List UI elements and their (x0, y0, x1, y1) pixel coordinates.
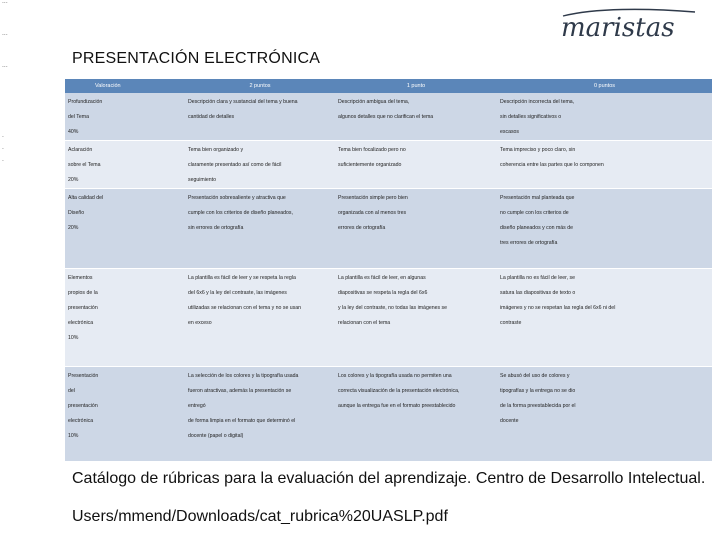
cell-line: La selección de los colores y la tipografía usada (188, 373, 299, 379)
cell-line: relacionan con el tema (338, 320, 391, 326)
cell-line: La plantilla no es fácil de leer, se (500, 275, 575, 281)
rubric-row (65, 269, 712, 367)
rubric-table (65, 79, 712, 462)
zero-points-cell (497, 269, 712, 367)
cell-line: Los colores y la tipografía usada no permiten una (338, 373, 452, 379)
cell-line: Tema bien organizado y (188, 147, 244, 153)
cell-line: de forma limpia en el formato que determinó el (188, 418, 296, 424)
cell-line: claramente presentado así como de fácil (188, 162, 282, 168)
two-points-cell (185, 269, 335, 367)
one-point-cell (335, 269, 497, 367)
cell-line: del 6x6 y la ley del contraste, las imágenes (188, 290, 287, 296)
cell-line: presentación (68, 305, 98, 311)
one-point-cell (335, 93, 497, 141)
cell-line: organizada con al menos tres (338, 210, 407, 216)
cell-line: diapositivas se respeta la regla del 6x6 (338, 290, 428, 296)
cell-line: cumple con los criterios de diseño planeados, (188, 210, 293, 216)
source-caption: Catálogo de rúbricas para la evaluación del aprendizaje. Centro de Desarrollo Intelectual. Users/mmend/Downloads/cat_rubrica%20UASLP.pdf (72, 470, 706, 525)
zero-points-cell (497, 93, 712, 141)
cell-line: 20% (68, 177, 79, 183)
cell-line: Alta calidad del (68, 195, 104, 201)
cell-line: Descripción incorrecta del tema, (500, 99, 575, 105)
two-points-cell (185, 189, 335, 269)
cell-line: del Tema (68, 114, 89, 120)
cell-line: Descripción ambigua del tema, (338, 99, 410, 105)
cell-line: 20% (68, 225, 79, 231)
zero-points-cell (497, 189, 712, 269)
rubric-row (65, 367, 712, 462)
cell-line: sin errores de ortografía (188, 225, 244, 231)
cell-line: docente (500, 418, 519, 424)
cell-line: coherencia entre las partes que lo componen (500, 162, 604, 168)
cell-line: entregó (188, 403, 206, 409)
cell-line: docente (papel o digital) (188, 433, 244, 439)
logo-text: maristas (561, 13, 675, 43)
header-2-puntos: 2 puntos (185, 79, 335, 93)
cell-line: satura las diapositivas de texto o (500, 290, 576, 296)
rubric-row (65, 189, 712, 269)
cell-line: de la forma preestablecida por el (500, 403, 576, 409)
rubric-header-row (65, 79, 712, 93)
cell-line: 10% (68, 335, 79, 341)
cell-line: fueron atractivas, además la presentación se (188, 388, 292, 394)
cell-line: en exceso (188, 320, 212, 326)
cell-line: Descripción clara y sustancial del tema y buena (188, 99, 298, 105)
one-point-cell (335, 189, 497, 269)
cell-line: Tema bien focalizado pero no (338, 147, 406, 153)
cell-line: La plantilla es fácil de leer y se respeta la regla (188, 275, 296, 281)
cell-line: propios de la (68, 290, 98, 296)
cell-line: aunque la entrega fue en el formato preestablecido (338, 403, 456, 409)
cell-line: errores de ortografía (338, 225, 386, 231)
cell-line: algunos detalles que no clarifican el tema (338, 114, 434, 120)
cell-line: correcta visualización de la presentación electrónica, (338, 388, 460, 394)
cell-line: no cumple con los criterios de (500, 210, 569, 216)
cell-line: y la ley del contraste, no todas las imágenes se (338, 305, 447, 311)
cell-line: del (68, 388, 75, 394)
cell-line: Presentación mal planteada que (500, 195, 575, 201)
cell-line: escasos (500, 129, 520, 135)
criterion-cell (65, 93, 185, 141)
cell-line: electrónica (68, 418, 94, 424)
cell-line: Presentación (68, 373, 99, 379)
cell-line: Tema impreciso y poco claro, sin (500, 147, 576, 153)
two-points-cell (185, 367, 335, 462)
cell-line: tres errores de ortografía (500, 240, 558, 246)
cell-line: utilizadas se relacionan con el tema y no se usan (188, 305, 302, 311)
cell-line: presentación (68, 403, 98, 409)
header-1-punto: 1 punto (335, 79, 497, 93)
header-valoracion: Valoración (65, 79, 185, 93)
maristas-logo (555, 6, 705, 46)
two-points-cell (185, 141, 335, 189)
zero-points-cell (497, 367, 712, 462)
cell-line: cantidad de detalles (188, 114, 235, 120)
cell-line: diseño planeados y con más de (500, 225, 573, 231)
cell-line: Diseño (68, 210, 85, 216)
criterion-cell (65, 269, 185, 367)
cell-line: Profundización (68, 99, 103, 105)
cell-line: Se abusó del uso de colores y (500, 373, 570, 379)
cell-line: sobre el Tema (68, 162, 101, 168)
cell-line: Elementos (68, 275, 93, 281)
slide-title: PRESENTACIÓN ELECTRÓNICA (72, 50, 321, 67)
one-point-cell (335, 367, 497, 462)
cell-line: Presentación simple pero bien (338, 195, 408, 201)
cell-line: La plantilla es fácil de leer, en algunas (338, 275, 426, 281)
cell-line: tipografías y la entrega no se dio (500, 388, 576, 394)
header-0-puntos: 0 puntos (497, 79, 712, 93)
criterion-cell (65, 189, 185, 269)
cell-line: contraste (500, 320, 522, 326)
one-point-cell (335, 141, 497, 189)
rubric-row (65, 93, 712, 141)
cell-line: 40% (68, 129, 79, 135)
cell-line: suficientemente organizado (338, 162, 402, 168)
slide-edge-marks: ··· ··· ··· · · · (2, 0, 8, 165)
two-points-cell (185, 93, 335, 141)
cell-line: Presentación sobresaliente y atractiva que (188, 195, 286, 201)
cell-line: electrónica (68, 320, 94, 326)
cell-line: seguimiento (188, 177, 216, 183)
criterion-cell (65, 141, 185, 189)
criterion-cell (65, 367, 185, 462)
cell-line: Aclaración (68, 147, 93, 153)
cell-line: 10% (68, 433, 79, 439)
rubric-row (65, 141, 712, 189)
cell-line: sin detalles significativos o (500, 114, 562, 120)
zero-points-cell (497, 141, 712, 189)
cell-line: imágenes y no se respetan las regla del 6x6 ni del (500, 305, 616, 311)
